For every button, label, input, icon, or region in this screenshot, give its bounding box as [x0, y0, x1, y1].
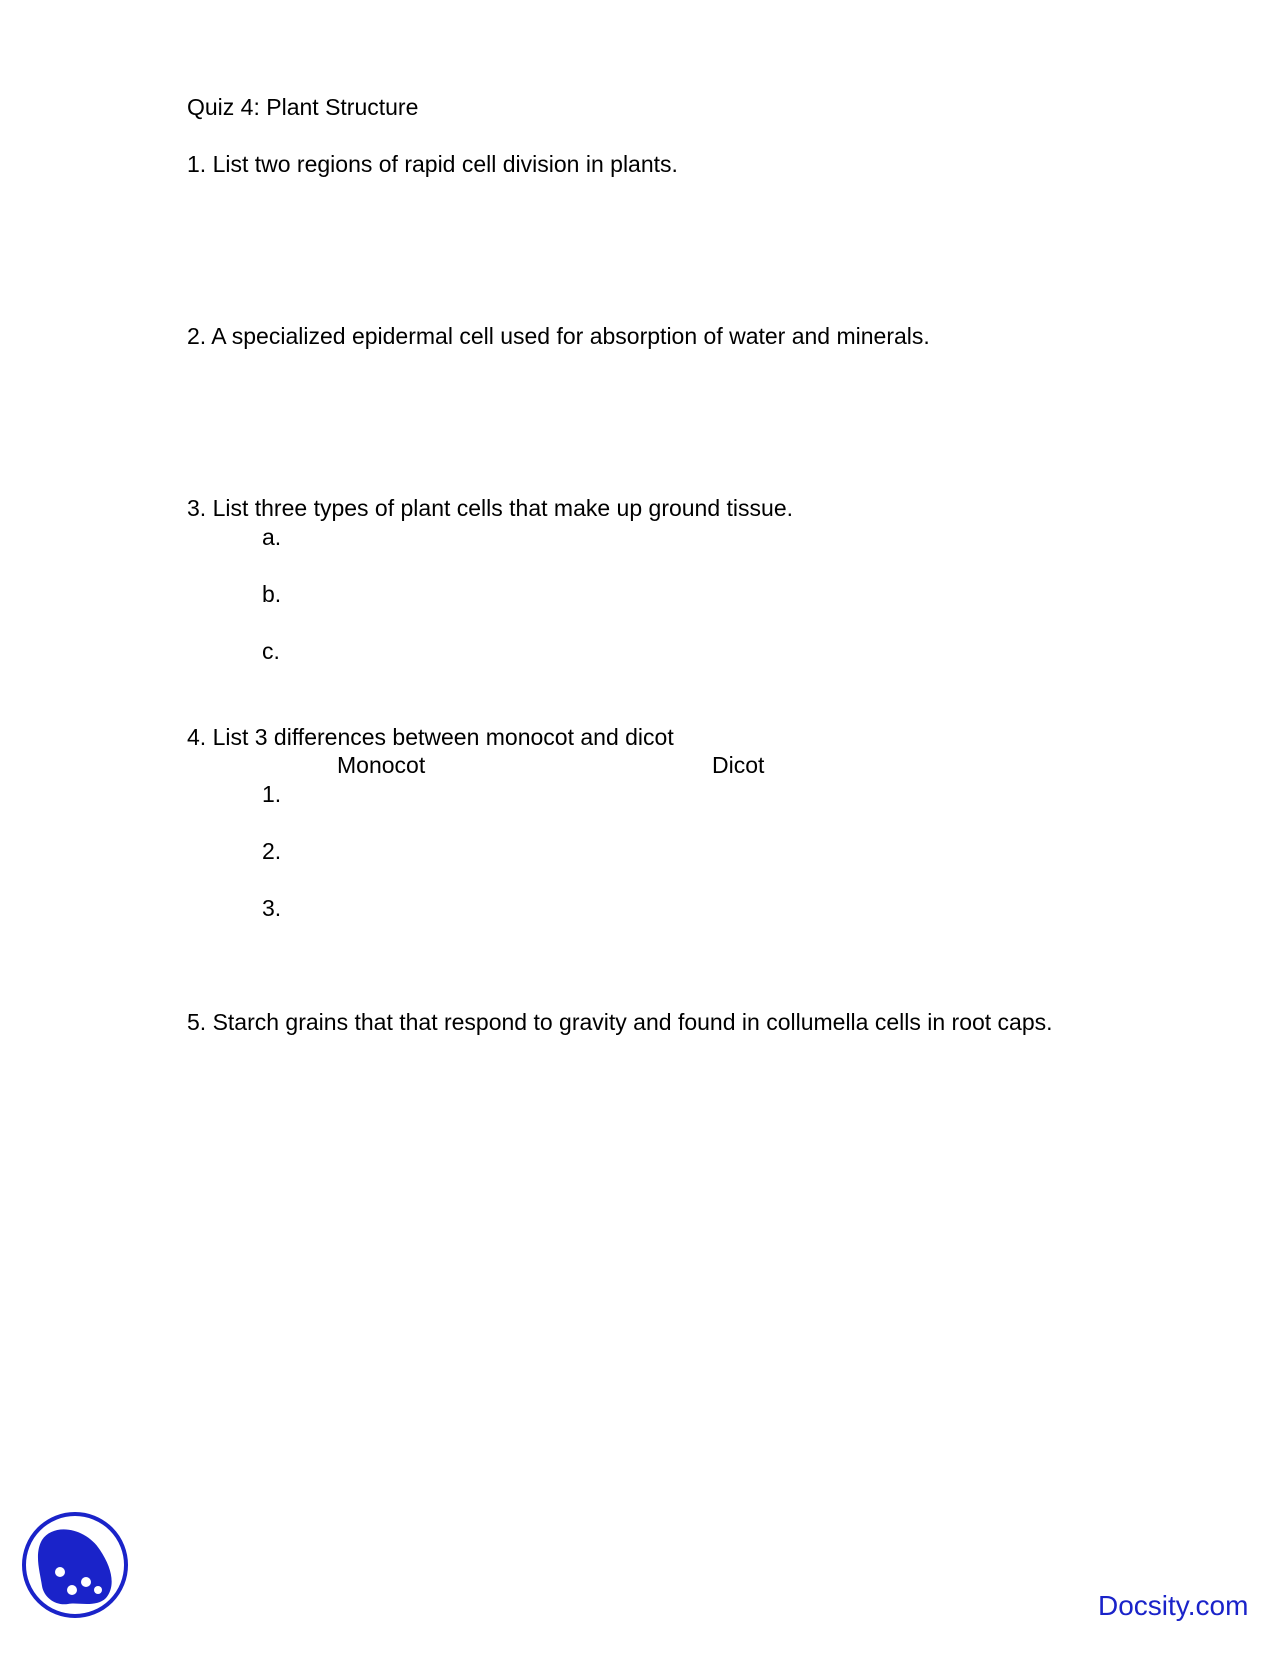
question-5: 5. Starch grains that that respond to gravity and found in collumella cells in root caps. — [187, 1009, 1053, 1035]
question-3-item-a: a. — [262, 524, 282, 550]
question-4-column-monocot: Monocot — [337, 752, 426, 778]
quiz-title: Quiz 4: Plant Structure — [187, 94, 419, 120]
question-3-item-c: c. — [262, 638, 280, 664]
question-2: 2. A specialized epidermal cell used for absorption of water and minerals. — [187, 323, 930, 349]
question-4: 4. List 3 differences between monocot and dicot — [187, 724, 674, 750]
question-3-item-b: b. — [262, 581, 282, 607]
question-4-column-dicot: Dicot — [712, 752, 765, 778]
docsity-site-name[interactable]: Docsity.com — [1098, 1590, 1249, 1621]
question-4-item-1: 1. — [262, 781, 282, 807]
docsity-logo-icon — [20, 1510, 130, 1620]
question-1: 1. List two regions of rapid cell division in plants. — [187, 151, 678, 177]
question-4-item-2: 2. — [262, 838, 282, 864]
question-3: 3. List three types of plant cells that make up ground tissue. — [187, 495, 794, 521]
question-4-item-3: 3. — [262, 895, 282, 921]
